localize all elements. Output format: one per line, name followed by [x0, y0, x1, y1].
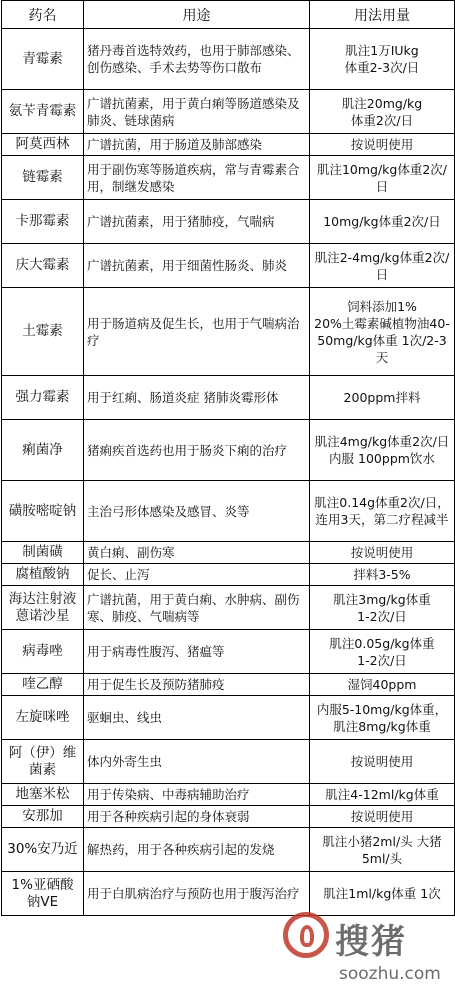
- dosage-cell: 10mg/kg体重2次/日: [310, 200, 455, 244]
- drug-name-cell: 地塞米松: [2, 784, 84, 806]
- watermark-name: 搜猪: [335, 922, 407, 962]
- usage-cell: 体内外寄生虫: [84, 740, 310, 784]
- drug-name-cell: 痢菌净: [2, 420, 84, 481]
- usage-cell: 用于白肌病治疗与预防也用于腹泻治疗: [84, 872, 310, 916]
- drug-name-cell: 青霉素: [2, 29, 84, 90]
- drug-name-cell: 氨苄青霉素: [2, 90, 84, 134]
- drug-name-cell: 左旋咪唑: [2, 696, 84, 740]
- drug-name-cell: 1%亚硒酸钠VE: [2, 872, 84, 916]
- drug-name-cell: 30%安乃近: [2, 828, 84, 872]
- usage-cell: 黄白痢、副伤寒: [84, 542, 310, 564]
- usage-cell: 用于肠道病及促生长，也用于气喘病治疗: [84, 288, 310, 376]
- table-row: [2, 481, 455, 542]
- dosage-cell: 肌注1万IUkg 体重2-3次/日: [310, 29, 455, 90]
- drug-name-cell: 庆大霉素: [2, 244, 84, 288]
- dosage-cell: 肌注0.14g体重2次/日，连用3天，第二疗程减半: [310, 481, 455, 542]
- dosage-cell: 肌注20mg/kg 体重2次/日: [310, 90, 455, 134]
- drug-name-cell: 链霉素: [2, 156, 84, 200]
- table-row: [2, 29, 455, 90]
- dosage-cell: 肌注3mg/kg体重 1-2次/日: [310, 586, 455, 630]
- drug-name-cell: 海达注射液 蒽诺沙星: [2, 586, 84, 630]
- usage-cell: 用于传染病、中毒病辅助治疗: [84, 784, 310, 806]
- dosage-cell: 肌注0.05g/kg体重 1-2次/日: [310, 630, 455, 674]
- usage-cell: 广谱抗菌素，用于细菌性肠炎、肺炎: [84, 244, 310, 288]
- table-row: [2, 288, 455, 376]
- dosage-cell: 内服5-10mg/kg体重， 肌注8mg/kg体重: [310, 696, 455, 740]
- dosage-cell: 肌注4-12ml/kg体重: [310, 784, 455, 806]
- usage-cell: 用于红痢、肠道炎症 猪肺炎霉形体: [84, 376, 310, 420]
- drug-name-cell: 制菌磺: [2, 542, 84, 564]
- dosage-cell: 肌注1ml/kg体重 1次: [310, 872, 455, 916]
- usage-cell: 解热药，用于各种疾病引起的发烧: [84, 828, 310, 872]
- table-row: [2, 420, 455, 481]
- usage-cell: 用于病毒性腹泻、猪瘟等: [84, 630, 310, 674]
- drug-name-cell: 阿（伊）维菌素: [2, 740, 84, 784]
- table-row: [2, 872, 455, 916]
- table-row: [2, 674, 455, 696]
- table-row: [2, 564, 455, 586]
- dosage-cell: 按说明使用: [310, 740, 455, 784]
- drug-name-cell: 强力霉素: [2, 376, 84, 420]
- usage-cell: 猪痢疾首选药也用于肠炎下痢的治疗: [84, 420, 310, 481]
- table-row: [2, 696, 455, 740]
- table-row: [2, 630, 455, 674]
- drug-name-cell: 腐植酸钠: [2, 564, 84, 586]
- drug-name-cell: 喹乙醇: [2, 674, 84, 696]
- table-row: [2, 134, 455, 156]
- table-row: [2, 828, 455, 872]
- usage-cell: 主治弓形体感染及感冒、炎等: [84, 481, 310, 542]
- header-dosage: 用法用量: [310, 1, 455, 29]
- dosage-cell: 拌料3-5%: [310, 564, 455, 586]
- dosage-cell: 按说明使用: [310, 542, 455, 564]
- pig-logo-icon: [283, 912, 329, 958]
- dosage-cell: 湿饲40ppm: [310, 674, 455, 696]
- usage-cell: 用于各种疾病引起的身体衰弱: [84, 806, 310, 828]
- drug-name-cell: 病毒唑: [2, 630, 84, 674]
- drug-name-cell: 卡那霉素: [2, 200, 84, 244]
- usage-cell: 广谱抗菌，用于黄白痢、水肿病、副伤寒、肺疫、气喘病等: [84, 586, 310, 630]
- table-row: [2, 806, 455, 828]
- dosage-cell: 肌注10mg/kg体重2次/日: [310, 156, 455, 200]
- usage-cell: 广谱抗菌，用于肠道及肺部感染: [84, 134, 310, 156]
- header-row: [2, 1, 455, 29]
- dosage-cell: 肌注小猪2ml/头 大猪5ml/头: [310, 828, 455, 872]
- usage-cell: 驱蛔虫、线虫: [84, 696, 310, 740]
- watermark-url: soozhu.com: [339, 964, 441, 984]
- table-row: [2, 376, 455, 420]
- usage-cell: 促长、止泻: [84, 564, 310, 586]
- table-row: [2, 244, 455, 288]
- site-watermark: [283, 912, 453, 998]
- table-row: [2, 542, 455, 564]
- table-row: [2, 90, 455, 134]
- drug-name-cell: 磺胺嘧啶钠: [2, 481, 84, 542]
- drug-name-cell: 安那加: [2, 806, 84, 828]
- table-row: [2, 200, 455, 244]
- dosage-cell: 按说明使用: [310, 806, 455, 828]
- usage-cell: 广谱抗菌素，用于猪肺疫，气喘病: [84, 200, 310, 244]
- header-usage: 用途: [84, 1, 310, 29]
- header-drug-name: 药名: [2, 1, 84, 29]
- dosage-cell: 按说明使用: [310, 134, 455, 156]
- table-row: [2, 586, 455, 630]
- table-row: [2, 156, 455, 200]
- drug-table: [1, 0, 455, 916]
- dosage-cell: 肌注2-4mg/kg体重2次/日: [310, 244, 455, 288]
- table-row: [2, 740, 455, 784]
- usage-cell: 用于副伤寒等肠道疾病，常与青霉素合用，制继发感染: [84, 156, 310, 200]
- dosage-cell: 肌注4mg/kg体重2次/日内服 100ppm饮水: [310, 420, 455, 481]
- table-row: [2, 784, 455, 806]
- usage-cell: 广谱抗菌素，用于黄白痢等肠道感染及肺炎、链球菌病: [84, 90, 310, 134]
- usage-cell: 猪丹毒首选特效药，也用于肺部感染、创伤感染、手术去势等伤口散布: [84, 29, 310, 90]
- drug-name-cell: 土霉素: [2, 288, 84, 376]
- dosage-cell: 饲料添加1% 20%土霉素碱植物油40-50mg/kg体重 1次/2-3天: [310, 288, 455, 376]
- drug-name-cell: 阿莫西林: [2, 134, 84, 156]
- dosage-cell: 200ppm拌料: [310, 376, 455, 420]
- usage-cell: 用于促生长及预防猪肺疫: [84, 674, 310, 696]
